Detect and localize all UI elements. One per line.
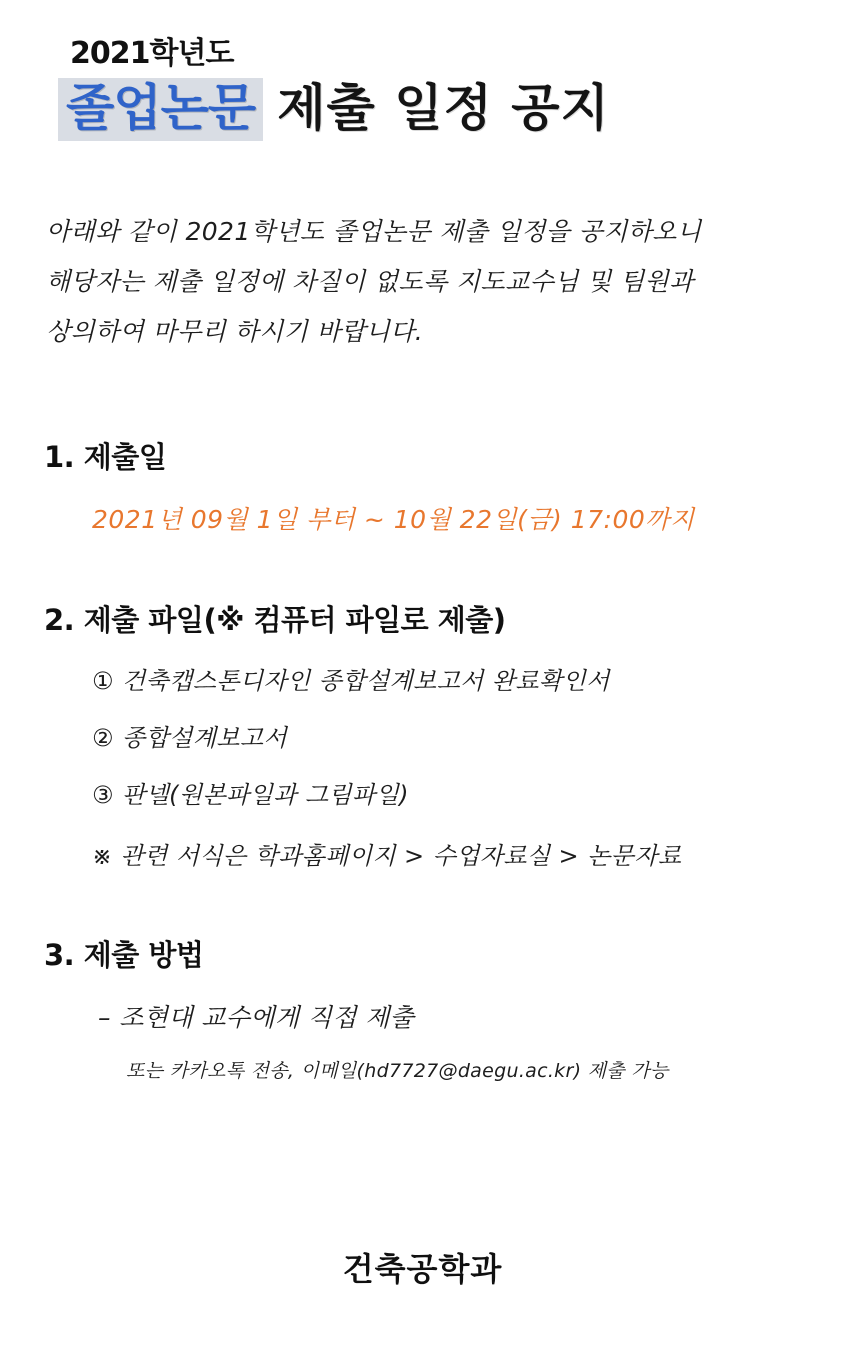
- section-submission-method-body: [92, 998, 801, 1083]
- section-submission-date-heading: 1. 제출일: [44, 439, 167, 474]
- file-item: ② 종합설계보고서: [92, 723, 288, 752]
- department-name: 건축공학과: [342, 1250, 503, 1288]
- file-form-note: ※ 관련 서식은 학과홈페이지 > 수업자료실 > 논문자료: [92, 841, 682, 870]
- intro-line-2: 해당자는 제출 일정에 차질이 없도록 지도교수님 및 팀원과: [46, 266, 694, 296]
- section-submission-date-body: [92, 500, 801, 536]
- section-submission-files-body: [92, 661, 801, 871]
- poster-title: [58, 78, 801, 141]
- file-item: ① 건축캡스톤디자인 종합설계보고서 완료확인서: [92, 666, 610, 695]
- intro-line-3: 상의하여 마무리 하시기 바랍니다.: [46, 316, 424, 346]
- intro-line-1: 아래와 같이 2021학년도 졸업논문 제출 일정을 공지하오니: [46, 216, 702, 246]
- submission-date-value: 2021년 09월 1일 부터 ~ 10월 22일(금) 17:00까지: [92, 504, 695, 534]
- method-primary: – 조현대 교수에게 직접 제출: [98, 1002, 415, 1032]
- section-submission-files: [44, 598, 801, 871]
- section-submission-method-heading: 3. 제출 방법: [44, 937, 204, 972]
- title-highlight: 졸업논문: [58, 78, 263, 141]
- academic-year: 2021학년도: [70, 36, 234, 71]
- section-submission-date: [44, 435, 801, 536]
- file-item: ③ 판넬(원본파일과 그림파일): [92, 780, 409, 809]
- method-alternate: 또는 카카오톡 전송, 이메일(hd7727@daegu.ac.kr) 제출 가능: [126, 1059, 669, 1082]
- section-submission-method: [44, 933, 801, 1083]
- intro-paragraph: [46, 207, 801, 357]
- title-main: 제출 일정 공지: [277, 79, 610, 137]
- section-submission-files-heading: 2. 제출 파일(※ 컴퓨터 파일로 제출): [44, 602, 506, 637]
